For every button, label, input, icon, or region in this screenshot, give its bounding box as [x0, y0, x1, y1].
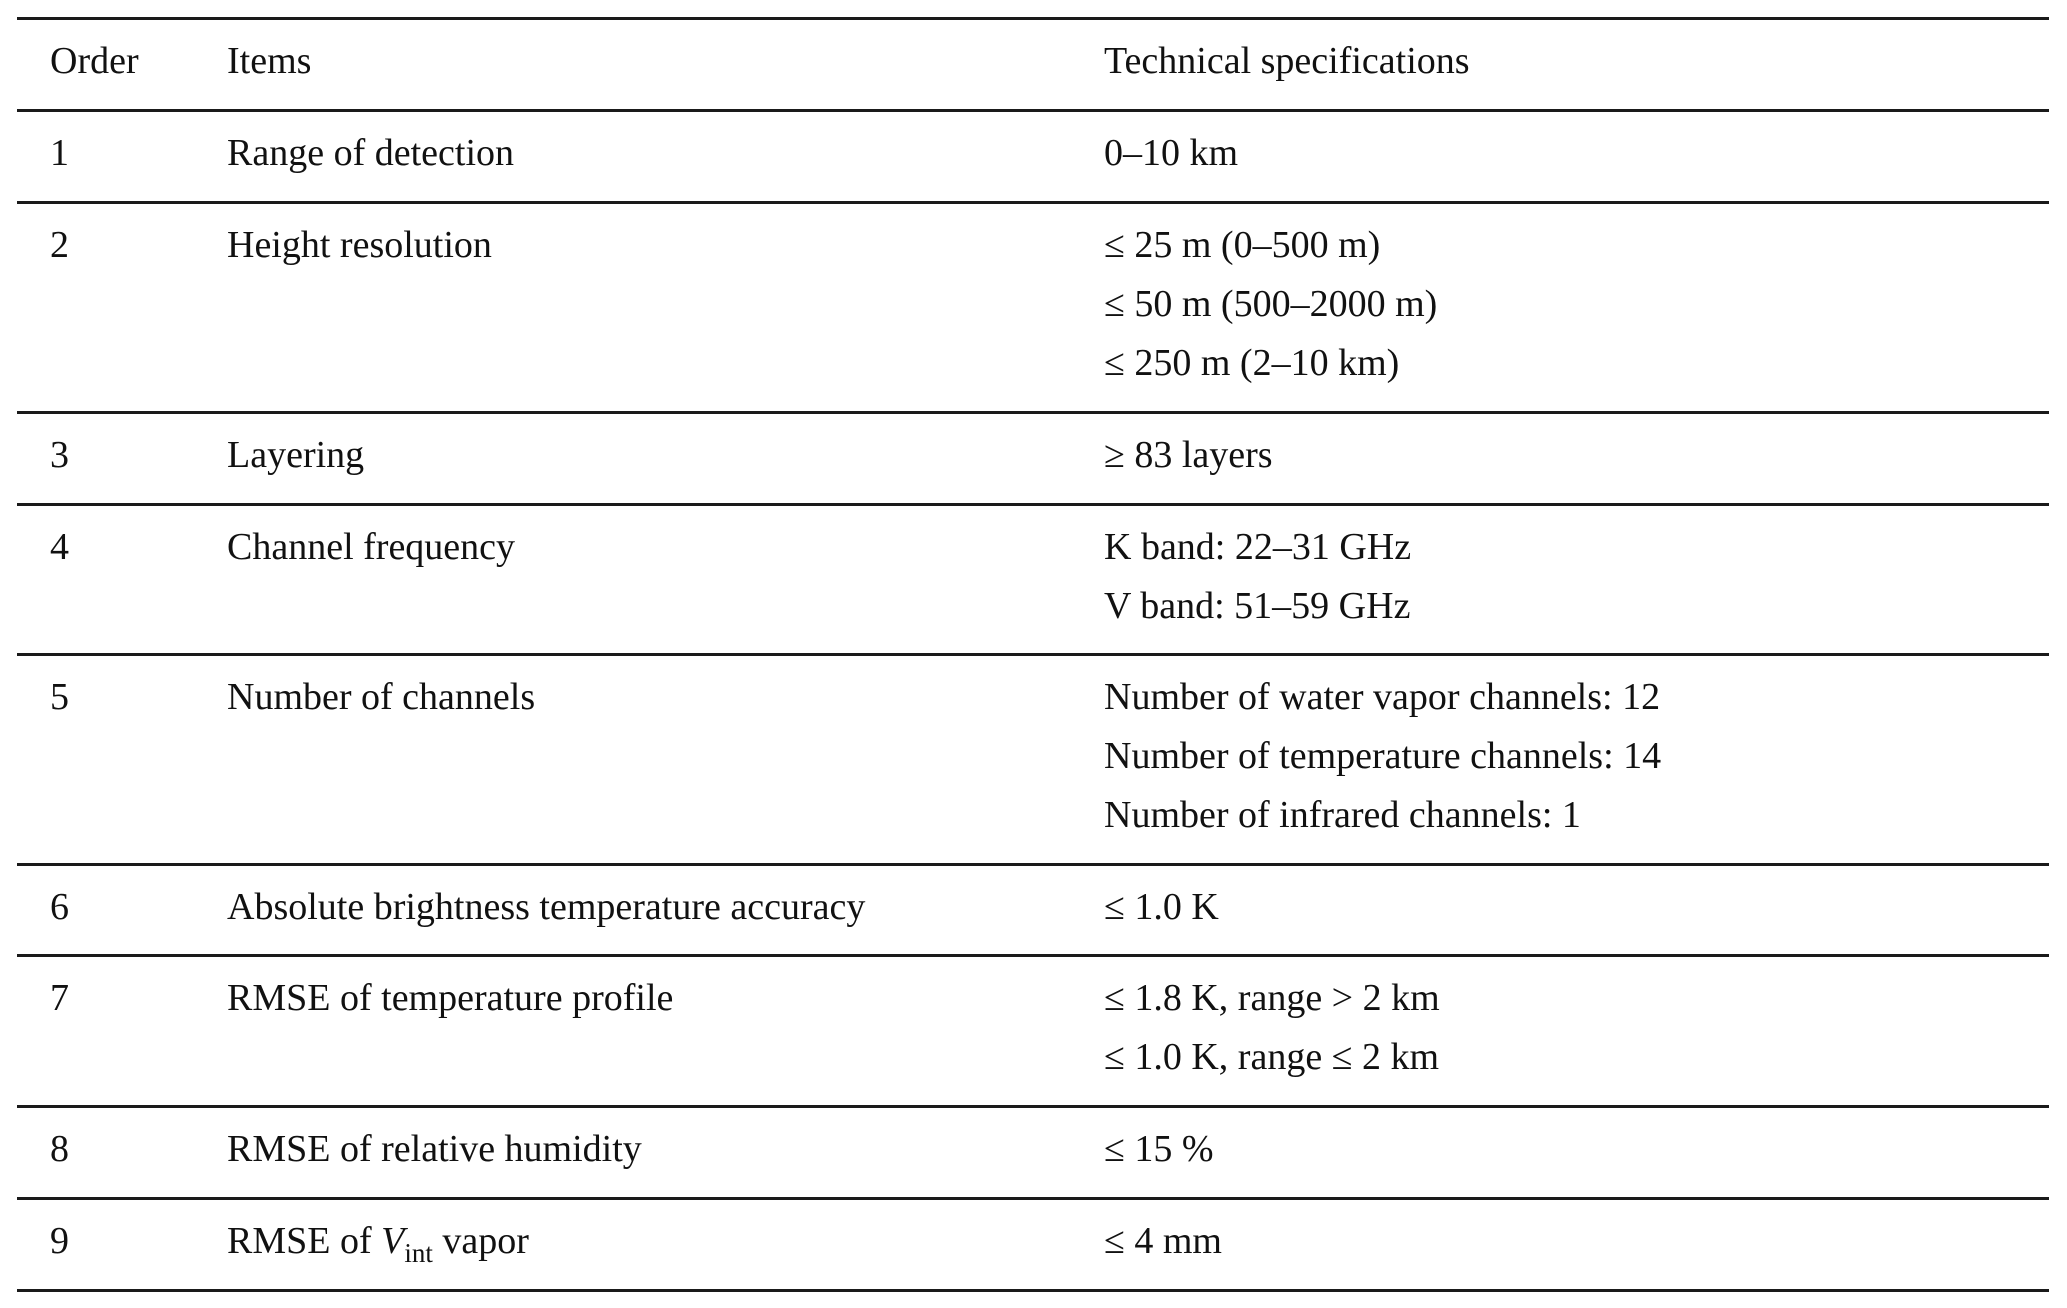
spec-line: ≤ 1.8 K, range > 2 km [1104, 977, 1440, 1019]
table-row [17, 1108, 2049, 1197]
header-specs: Technical specifications [1104, 40, 1470, 82]
item-suffix: vapor [432, 1220, 529, 1262]
spec-cell [1104, 1212, 1222, 1271]
item-cell: RMSE of temperature profile [227, 977, 674, 1019]
item-cell: Range of detection [227, 132, 515, 174]
item-prefix: RMSE of [227, 1220, 382, 1262]
table-row [17, 414, 2049, 503]
specifications-table [17, 17, 2049, 1292]
order-cell: 6 [50, 886, 69, 928]
spec-line: K band: 22–31 GHz [1104, 526, 1412, 568]
order-cell: 2 [50, 224, 69, 266]
spec-cell [1104, 969, 1440, 1087]
spec-line: ≤ 250 m (2–10 km) [1104, 342, 1400, 384]
bottom-rule [17, 1289, 2049, 1292]
item-subscript: int [404, 1238, 433, 1268]
item-cell: Absolute brightness temperature accuracy [227, 886, 866, 928]
table-row [17, 506, 2049, 653]
header-row [17, 20, 2049, 109]
table-row [17, 866, 2049, 954]
table-row [17, 112, 2049, 201]
spec-cell [1104, 124, 1238, 183]
header-items: Items [227, 40, 312, 82]
item-cell [227, 1212, 529, 1271]
item-cell: Number of channels [227, 676, 536, 718]
order-cell: 7 [50, 977, 69, 1019]
order-cell: 1 [50, 132, 69, 174]
spec-cell [1104, 878, 1219, 937]
spec-cell [1104, 668, 1661, 845]
table-row [17, 957, 2049, 1105]
spec-cell [1104, 518, 1411, 636]
item-cell: Height resolution [227, 224, 492, 266]
order-cell: 8 [50, 1128, 69, 1170]
order-cell: 3 [50, 434, 69, 476]
item-cell: RMSE of relative humidity [227, 1128, 642, 1170]
spec-line: V band: 51–59 GHz [1104, 585, 1411, 627]
table-row [17, 204, 2049, 411]
order-cell: 5 [50, 676, 69, 718]
item-variable: V [381, 1220, 405, 1262]
table-row [17, 1200, 2049, 1289]
item-cell: Layering [227, 434, 365, 476]
spec-line: Number of water vapor channels: 12 [1104, 676, 1661, 718]
spec-line: ≤ 4 mm [1104, 1220, 1222, 1262]
spec-line: ≥ 83 layers [1104, 434, 1273, 476]
spec-line: Number of temperature channels: 14 [1104, 735, 1662, 777]
item-cell: Channel frequency [227, 526, 516, 568]
spec-line: 0–10 km [1104, 132, 1239, 174]
spec-line: ≤ 50 m (500–2000 m) [1104, 283, 1438, 325]
spec-line: ≤ 15 % [1104, 1128, 1214, 1170]
spec-cell [1104, 216, 1437, 393]
order-cell: 4 [50, 526, 69, 568]
spec-cell [1104, 1120, 1214, 1179]
spec-cell [1104, 426, 1273, 485]
spec-line: ≤ 1.0 K, range ≤ 2 km [1104, 1036, 1440, 1078]
spec-line: ≤ 1.0 K [1104, 886, 1219, 928]
spec-line: ≤ 25 m (0–500 m) [1104, 224, 1381, 266]
header-order: Order [50, 40, 139, 82]
spec-line: Number of infrared channels: 1 [1104, 794, 1581, 836]
table-row [17, 656, 2049, 863]
order-cell: 9 [50, 1220, 69, 1262]
